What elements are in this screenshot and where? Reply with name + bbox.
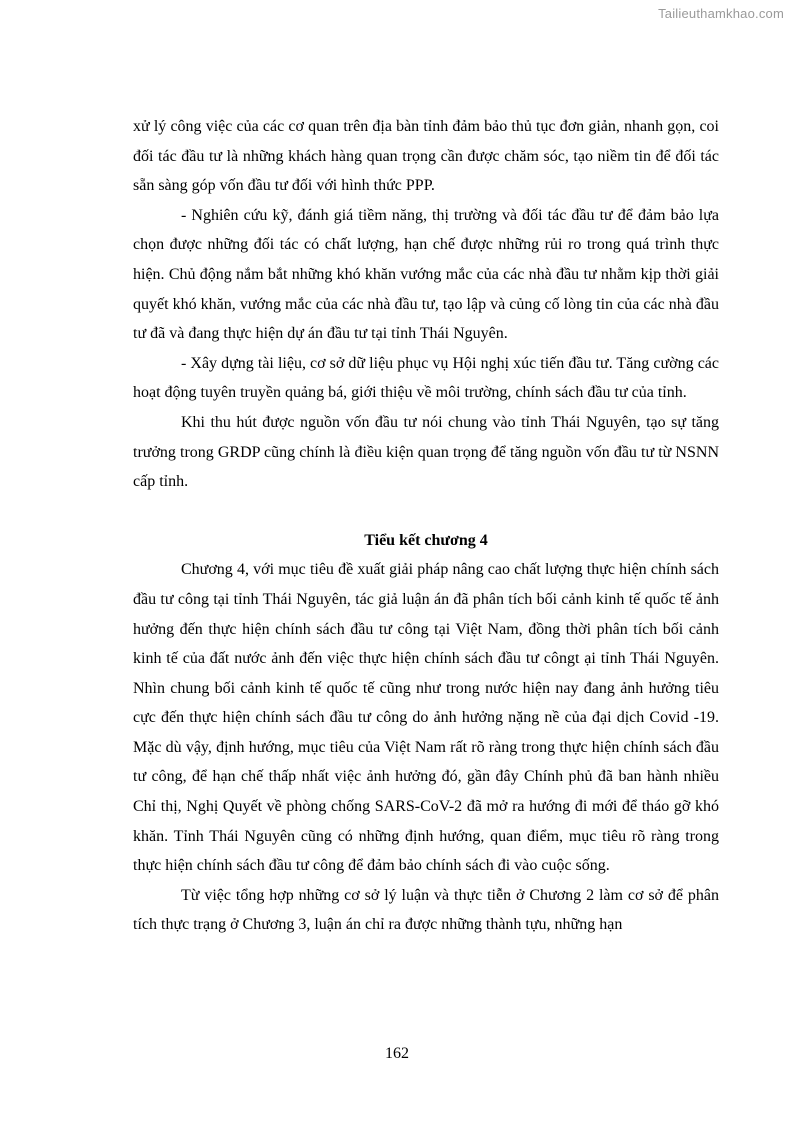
page-body	[133, 112, 719, 940]
section-heading: Tiểu kết chương 4	[364, 531, 488, 549]
paragraph: xử lý công việc của các cơ quan trên địa bàn tỉnh đảm bảo thủ tục đơn giản, nhanh gọn, coi đối tác đầu tư là những khách hàng quan trọng cần được chăm sóc, tạo niềm tin để đối tác sẵn sàng góp vốn đầu tư đối với hình thức PPP.	[133, 118, 719, 195]
paragraph: Chương 4, với mục tiêu đề xuất giải pháp nâng cao chất lượng thực hiện chính sách đầu tư công tại tỉnh Thái Nguyên, tác giả luận án đã phân tích bối cảnh kinh tế quốc tế ảnh hưởng đến thực hiện chính sách đầu tư công tại Việt Nam, đồng thời phân tích bối cảnh kinh tế của đất nước ảnh đến việc thực hiện chính sách đầu tư côngt ại tỉnh Thái Nguyên. Nhìn chung bối cảnh kinh tế quốc tế cũng như trong nước hiện nay đang ảnh hưởng tiêu cực đến thực hiện chính sách đầu tư công do ảnh hưởng nặng nề của đại dịch Covid -19. Mặc dù vậy, định hướng, mục tiêu của Việt Nam rất rõ ràng trong thực hiện chính sách đầu tư công, để hạn chế thấp nhất việc ảnh hưởng đó, gần đây Chính phủ đã ban hành nhiều Chỉ thị, Nghị Quyết về phòng chống SARS-CoV-2 đã mở ra hướng đi mới để tháo gỡ khó khăn. Tỉnh Thái Nguyên cũng có những định hướng, quan điểm, mục tiêu rõ ràng trong thực hiện chính sách đầu tư công để đảm bảo chính sách đi vào cuộc sống.	[133, 561, 719, 875]
page-number: 162	[385, 1045, 409, 1062]
paragraph: Khi thu hút được nguồn vốn đầu tư nói chung vào tỉnh Thái Nguyên, tạo sự tăng trưởng trong GRDP cũng chính là điều kiện quan trọng để tăng nguồn vốn đầu tư từ NSNN cấp tỉnh.	[133, 413, 719, 491]
paragraph: - Nghiên cứu kỹ, đánh giá tiềm năng, thị trường và đối tác đầu tư để đảm bảo lựa chọn được những đối tác có chất lượng, hạn chế được những rủi ro trong quá trình thực hiện. Chủ động nắm bắt những khó khăn vướng mắc của các nhà đầu tư nhằm kịp thời giải quyết khó khăn, vướng mắc của các nhà đầu tư, tạo lập và củng cố lòng tin của các nhà đầu tư đã và đang thực hiện dự án đầu tư tại tỉnh Thái Nguyên.	[133, 206, 719, 343]
paragraph: Từ việc tổng hợp những cơ sở lý luận và thực tiễn ở Chương 2 làm cơ sở để phân tích thực trạng ở Chương 3, luận án chỉ ra được những thành tựu, những hạn	[133, 886, 719, 934]
watermark: Tailieuthamkhao.com	[658, 6, 784, 21]
paragraph: - Xây dựng tài liệu, cơ sở dữ liệu phục vụ Hội nghị xúc tiến đầu tư. Tăng cường các hoạt động tuyên truyền quảng bá, giới thiệu về môi trường, chính sách đầu tư của tỉnh.	[133, 354, 719, 402]
